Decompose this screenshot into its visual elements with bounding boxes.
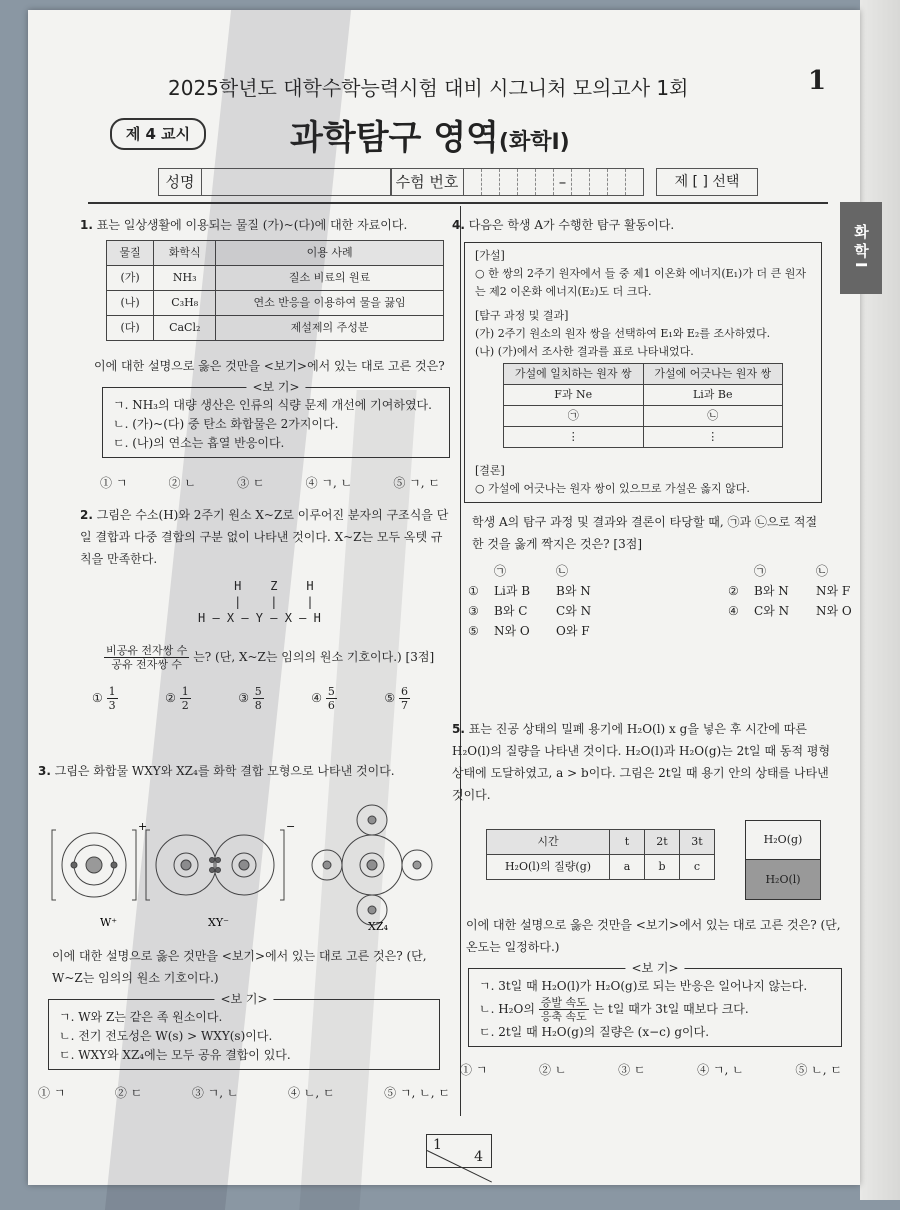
q5-table — [486, 829, 715, 880]
table-cell: ㉡ — [643, 406, 783, 427]
table-cell: a — [610, 855, 645, 880]
exam-page — [28, 10, 870, 1185]
bogi-item: ㄴ. (가)~(다) 중 탄소 화합물은 2가지이다. — [113, 417, 339, 431]
option-mark[interactable]: ③ — [468, 604, 479, 618]
fraction-denominator: 3 — [108, 699, 116, 712]
fraction-denominator: 6 — [327, 699, 335, 712]
fraction-denominator: 응축 속도 — [540, 1010, 587, 1023]
option-mark: ① — [92, 691, 103, 705]
conclusion-title: [결론] — [475, 464, 505, 477]
table-header: 2t — [645, 830, 680, 855]
exam-number-dash: – — [554, 169, 572, 195]
q3-options — [38, 1082, 450, 1104]
q4-options — [468, 561, 852, 641]
hypothesis-text: ○ 한 쌍의 2주기 원자에서 들 중 제1 이온화 에너지(E₁)가 더 큰 원자는 제2 이온화 에너지(E₂)도 더 크다. — [475, 267, 806, 298]
vessel-liquid: H₂O(l) — [746, 860, 820, 899]
answer-option[interactable]: ⑤ ㄴ, ㄷ — [795, 1063, 842, 1077]
w-ion-model — [52, 830, 136, 900]
answer-option[interactable]: O와 F — [556, 624, 590, 638]
fraction-numerator: 1 — [108, 685, 116, 698]
table-cell: F과 Ne — [504, 385, 644, 406]
q4-stem: 다음은 학생 A가 수행한 탐구 활동이다. — [468, 218, 675, 232]
xy-charge: − — [286, 820, 296, 833]
answer-option[interactable]: N와 F — [816, 584, 851, 598]
q1-stem: 표는 일상생활에 이용되는 물질 (가)~(다)에 대한 자료이다. — [96, 218, 408, 232]
option-mark: ② — [165, 691, 176, 705]
bogi-title: <보 기> — [214, 990, 273, 1009]
answer-option[interactable]: ⑤ ㄱ, ㄷ — [393, 476, 440, 490]
procedure-step: (가) 2주기 원소의 원자 쌍을 선택하여 E₁와 E₂를 조사하였다. — [475, 327, 771, 340]
option-mark[interactable]: ⑤ — [468, 624, 479, 638]
table-header: 이용 사례 — [216, 241, 444, 266]
option-mark: ③ — [238, 691, 249, 705]
q4-activity-box — [464, 242, 822, 503]
answer-option[interactable]: ② ㄷ — [114, 1086, 143, 1100]
table-cell: (가) — [107, 266, 154, 291]
q5-stem: 표는 진공 상태의 밀폐 용기에 H₂O(l) x g을 넣은 후 시간에 따른 H₂O(l)의 질량을 나타낸 것이다. H₂O(l)과 H₂O(g)는 2t일 때 동적 평형 상태에 도달하였고, a > b이다. 그림은 2t일 때 용기 안의 상태를 나타낸 것이다. — [452, 722, 831, 802]
table-cell: H₂O(l)의 질량(g) — [487, 855, 610, 880]
answer-option[interactable]: N와 O — [816, 604, 852, 618]
answer-option[interactable] — [311, 685, 337, 712]
bogi-item: ㄷ. 2t일 때 H₂O(g)의 질량은 (x−c) g이다. — [479, 1025, 710, 1039]
q2-number: 2. — [80, 508, 93, 522]
procedure-step: (나) (가)에서 조사한 결과를 표로 나타내었다. — [475, 345, 694, 358]
session-badge: 제 4 교시 — [110, 118, 206, 150]
question-4 — [452, 214, 852, 641]
bogi-item-text: ㄴ. H₂O의 — [479, 1002, 535, 1016]
procedure-title: [탐구 과정 및 결과] — [475, 309, 569, 322]
table-header: 화학식 — [154, 241, 216, 266]
answer-option[interactable]: ② ㄴ — [168, 476, 196, 490]
table-cell: NH₃ — [154, 266, 216, 291]
table-cell: 제설제의 주성분 — [216, 316, 444, 341]
q3-number: 3. — [38, 764, 51, 778]
answer-option[interactable]: ① ㄱ — [100, 476, 128, 490]
table-cell: ㉠ — [504, 406, 644, 427]
option-head: ㉠ — [494, 564, 507, 578]
option-mark: ⑤ — [384, 691, 396, 705]
table-cell: 질소 비료의 원료 — [216, 266, 444, 291]
q5-number: 5. — [452, 722, 465, 736]
answer-option[interactable]: ④ ㄴ, ㄷ — [287, 1086, 335, 1100]
q4-number: 4. — [452, 218, 465, 232]
bogi-item: ㄷ. (나)의 연소는 흡열 반응이다. — [113, 436, 285, 450]
answer-option[interactable]: ③ ㄷ — [237, 476, 265, 490]
vessel-gas: H₂O(g) — [746, 821, 820, 860]
model-label: XY⁻ — [208, 916, 229, 929]
table-cell: b — [645, 855, 680, 880]
q2-stem: 그림은 수소(H)와 2주기 원소 X~Z로 이루어진 분자의 구조식을 단일 결합과 다중 결합의 구분 없이 나타낸 것이다. X~Z는 모두 옥텟 규칙을 만족한다. — [80, 508, 449, 566]
table-header: 가설에 어긋나는 원자 쌍 — [643, 364, 783, 385]
answer-option[interactable]: B와 N — [754, 584, 789, 598]
hypothesis-title: [가설] — [475, 249, 505, 262]
q3-prompt: 이에 대한 설명으로 옳은 것만을 <보기>에서 있는 대로 고른 것은? (단, W~Z는 임의의 원소 기호이다.) — [52, 949, 427, 985]
fraction-denominator: 공유 전자쌍 수 — [111, 658, 183, 671]
answer-option[interactable]: ① ㄱ — [460, 1063, 488, 1077]
bogi-item: ㄱ. 3t일 때 H₂O(l)가 H₂O(g)로 되는 반응은 일어나지 않는다. — [479, 979, 808, 993]
fraction-numerator: 1 — [181, 685, 189, 698]
bogi-item: ㄷ. WXY와 XZ₄에는 모두 공유 결합이 있다. — [59, 1048, 291, 1062]
fraction-numerator: 증발 속도 — [540, 996, 587, 1009]
answer-option[interactable]: ④ ㄱ, ㄴ — [305, 476, 353, 490]
answer-option[interactable]: C와 N — [754, 604, 790, 618]
fraction-numerator: 5 — [327, 685, 335, 698]
page-number: 1 — [808, 66, 827, 96]
fraction-numerator: 5 — [254, 685, 262, 698]
table-cell: ⋮ — [504, 427, 644, 448]
bogi-item-text: 는 t일 때가 3t일 때보다 크다. — [592, 1002, 749, 1016]
model-label: XZ₄ — [368, 920, 388, 930]
subject-main: 과학탐구 영역 — [290, 118, 499, 158]
subject-sub: (화학I) — [498, 130, 570, 155]
answer-option[interactable]: C와 N — [556, 604, 592, 618]
answer-option[interactable]: ② ㄴ — [539, 1063, 567, 1077]
table-header: 가설에 일치하는 원자 쌍 — [504, 364, 644, 385]
exam-number-label: 수험 번호 — [391, 169, 464, 195]
page-indicator — [426, 1134, 492, 1168]
bogi-item: ㄱ. W와 Z는 같은 족 원소이다. — [59, 1010, 223, 1024]
answer-option[interactable] — [92, 685, 118, 712]
option-head: ㉡ — [556, 564, 569, 578]
answer-option[interactable]: N와 O — [494, 624, 530, 638]
exam-number-field[interactable] — [390, 168, 644, 196]
q4-prompt: 학생 A의 탐구 과정 및 결과와 결론이 타당할 때, ㉠과 ㉡으로 적절한 것을 옳게 짝지은 것은? [3점] — [472, 515, 818, 551]
page-current: 1 — [433, 1137, 442, 1153]
fraction-denominator: 8 — [254, 699, 262, 712]
answer-option[interactable]: B와 N — [556, 584, 591, 598]
table-header: 3t — [680, 830, 715, 855]
q1-number: 1. — [80, 218, 93, 232]
answer-option[interactable]: Li과 B — [494, 584, 531, 598]
option-head: ㉡ — [816, 564, 829, 578]
bogi-item: ㄱ. NH₃의 대량 생산은 인류의 식량 문제 개선에 기여하였다. — [113, 398, 432, 412]
bogi-title: <보 기> — [246, 378, 305, 397]
page-total: 4 — [474, 1149, 483, 1165]
bogi-item — [479, 996, 831, 1023]
table-header: t — [610, 830, 645, 855]
answer-option[interactable]: ③ ㄷ — [618, 1063, 646, 1077]
q5-vessel — [745, 820, 821, 900]
fraction-denominator: 2 — [181, 699, 189, 712]
option-head: ㉠ — [754, 564, 767, 578]
side-subject-tab: 화학I — [840, 202, 882, 294]
answer-option[interactable]: ④ ㄱ, ㄴ — [697, 1063, 744, 1077]
option-mark[interactable]: ② — [728, 584, 739, 598]
w-charge: + — [138, 820, 148, 833]
table-cell: (다) — [107, 316, 154, 341]
table-cell: c — [680, 855, 715, 880]
subject-choice-field[interactable]: 제 [ ] 선택 — [656, 168, 758, 196]
model-label: W⁺ — [100, 916, 118, 929]
name-label: 성명 — [159, 169, 202, 195]
table-header: 물질 — [107, 241, 154, 266]
answer-option[interactable]: ③ ㄱ, ㄴ — [191, 1086, 239, 1100]
q5-prompt: 이에 대한 설명으로 옳은 것만을 <보기>에서 있는 대로 고른 것은? (단, 온도는 일정하다.) — [466, 918, 841, 954]
exam-title: 2025학년도 대학수학능력시험 대비 시그니처 모의고사 1회 — [168, 76, 689, 100]
q2-prompt-tail: 는? (단, X~Z는 임의의 원소 기호이다.) [3점] — [193, 650, 435, 664]
option-mark[interactable]: ① — [468, 584, 479, 598]
conclusion-text: ○ 가설에 어긋나는 원자 쌍이 있으므로 가설은 옳지 않다. — [475, 482, 750, 495]
table-cell: C₃H₈ — [154, 291, 216, 316]
option-mark: ④ — [311, 691, 323, 705]
answer-option[interactable]: ① ㄱ — [38, 1086, 66, 1100]
q5-options — [460, 1059, 842, 1081]
table-cell: CaCl₂ — [154, 316, 216, 341]
table-cell: Li과 Be — [643, 385, 783, 406]
answer-option[interactable]: B와 C — [494, 604, 528, 618]
q5-figure-row — [452, 820, 842, 900]
fraction-denominator: 7 — [400, 699, 408, 712]
table-header: 시간 — [487, 830, 610, 855]
fraction-numerator: 6 — [400, 685, 408, 698]
question-5 — [452, 718, 842, 1081]
table-cell: 연소 반응을 이용하여 물을 끓임 — [216, 291, 444, 316]
bogi-title: <보 기> — [625, 959, 684, 978]
q1-prompt: 이에 대한 설명으로 옳은 것만을 <보기>에서 있는 대로 고른 것은? — [94, 359, 445, 373]
answer-option[interactable]: ⑤ ㄱ, ㄴ, ㄷ — [384, 1086, 450, 1100]
bogi-item: ㄴ. 전기 전도성은 W(s) > WXY(s)이다. — [59, 1029, 273, 1043]
header-rule — [88, 202, 828, 204]
q4-result-table — [503, 363, 783, 448]
q2-structural-formula: H Z H | | | H — X — Y — X — H — [198, 579, 321, 625]
table-cell: ⋮ — [643, 427, 783, 448]
fraction-numerator: 비공유 전자쌍 수 — [106, 644, 188, 657]
option-mark[interactable]: ④ — [728, 604, 739, 618]
q5-bogi-box — [468, 961, 842, 1047]
table-cell: (나) — [107, 291, 154, 316]
q3-stem: 그림은 화합물 WXY와 XZ₄를 화학 결합 모형으로 나타낸 것이다. — [54, 764, 395, 778]
